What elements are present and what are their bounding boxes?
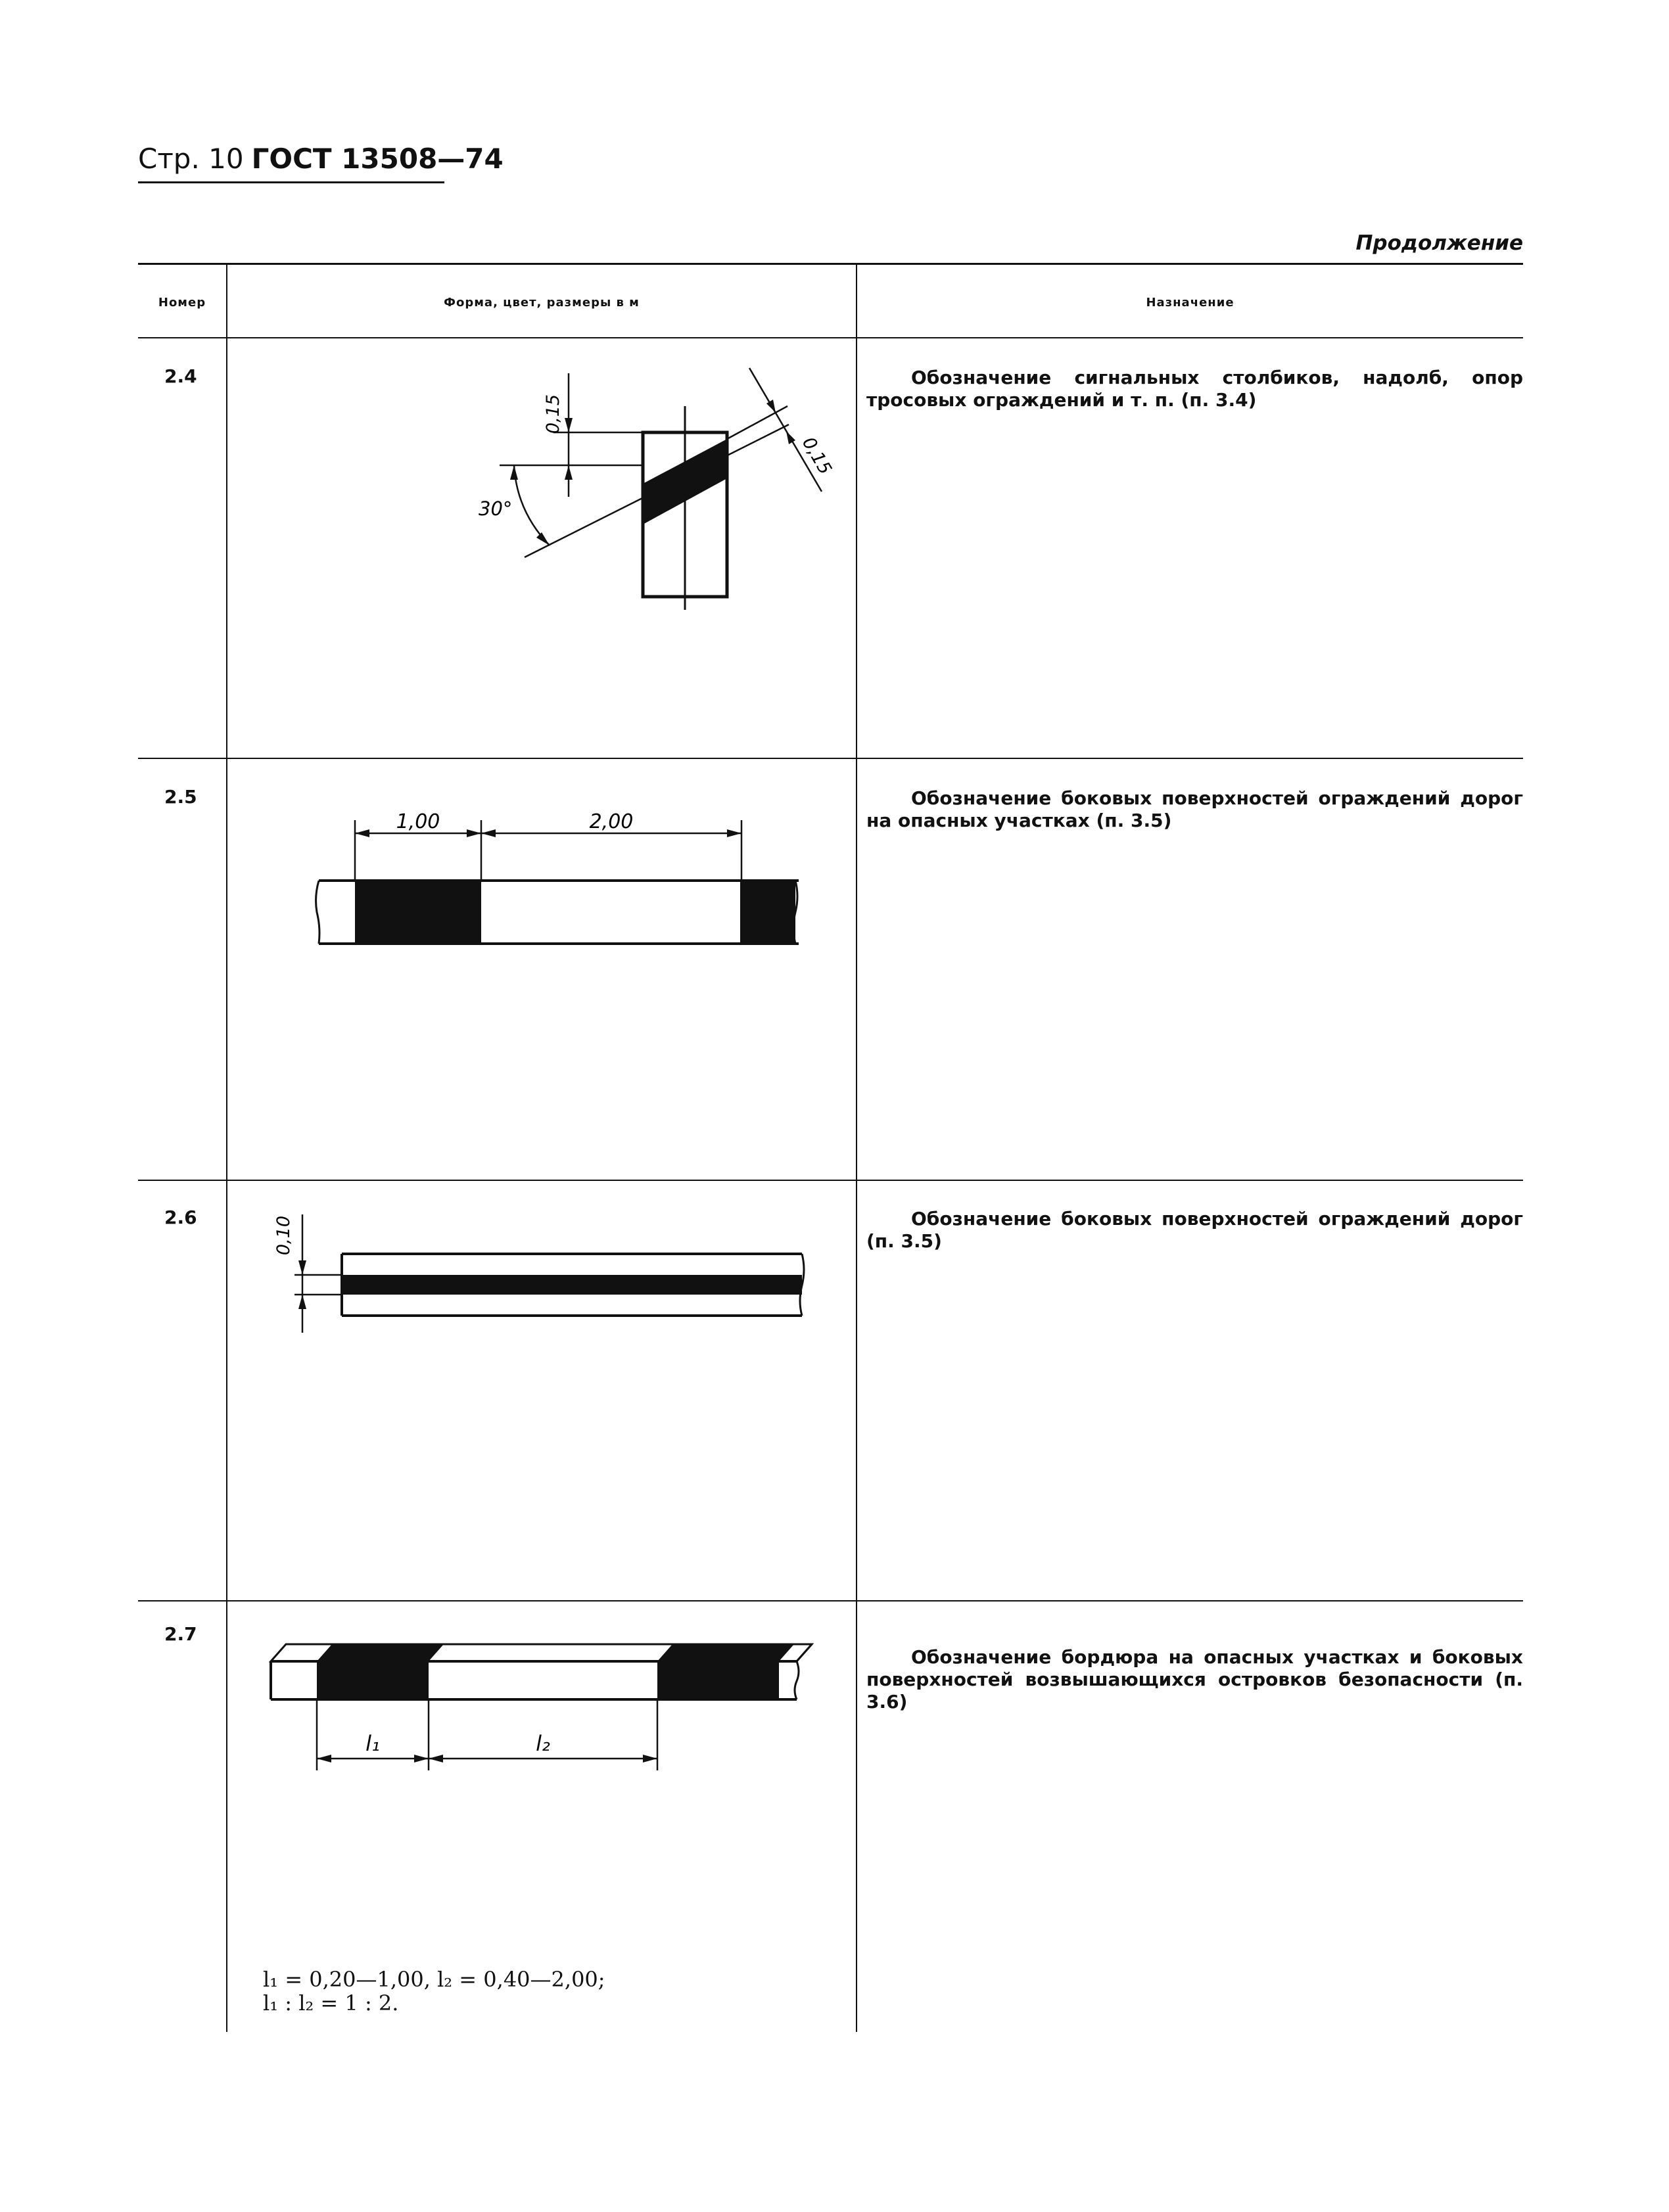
dim-arrow-b-left bbox=[414, 1755, 429, 1763]
drawing-2-4 bbox=[454, 360, 861, 623]
dim-arrow-a-right bbox=[355, 829, 369, 837]
drawing-2-7 bbox=[263, 1630, 815, 1787]
drawing-2-6 bbox=[270, 1208, 815, 1339]
dim-label-l1: l₁ bbox=[365, 1731, 380, 1756]
formula-line-2: l₁ : l₂ = 1 : 2. bbox=[263, 1991, 399, 2016]
dim-arrow-up bbox=[565, 465, 573, 480]
curb-break-right bbox=[795, 1661, 799, 1699]
dim-arrow-up bbox=[298, 1295, 306, 1309]
row-divider-2-5 bbox=[138, 758, 1523, 759]
formula-line-1: l₁ = 0,20—1,00, l₂ = 0,40—2,00; bbox=[263, 1967, 605, 1992]
dim-arrow-down bbox=[298, 1260, 306, 1275]
column-divider-1 bbox=[226, 263, 227, 2032]
stripe-extension-upper bbox=[727, 406, 787, 439]
dim-label-black: 1,00 bbox=[396, 810, 440, 833]
row-number-2-5: 2.5 bbox=[164, 786, 197, 808]
table-top-rule bbox=[138, 263, 1523, 265]
black-top-2 bbox=[657, 1644, 794, 1661]
row-formula-2-7 bbox=[263, 1968, 605, 2015]
row-purpose-2-7: Обозначение бордюра на опасных участках и боковых поверхностей возвышающихся островков безопасности (п. 3.6) bbox=[866, 1646, 1523, 1713]
continuation-label: Продолжение bbox=[1355, 231, 1523, 255]
dim-arrow-c-left bbox=[643, 1755, 657, 1763]
row-divider-2-6 bbox=[138, 1180, 1523, 1181]
header-rule bbox=[138, 181, 444, 183]
angle-arrow-bottom bbox=[536, 532, 550, 545]
angle-arc bbox=[514, 465, 550, 545]
black-stripe bbox=[342, 1275, 802, 1295]
black-top-1 bbox=[317, 1644, 444, 1661]
dim-label-stripe-height: 0,10 bbox=[273, 1215, 294, 1256]
row-number-2-6: 2.6 bbox=[164, 1207, 197, 1228]
dim-arrow-diag-1 bbox=[766, 400, 776, 413]
dim-label-white: 2,00 bbox=[589, 810, 634, 833]
page-number: Стр. 10 bbox=[138, 143, 244, 175]
row-number-2-4: 2.4 bbox=[164, 365, 197, 387]
angle-arrow-top bbox=[510, 465, 518, 480]
column-header-number: Номер bbox=[158, 296, 206, 310]
table-header-rule bbox=[138, 337, 1523, 338]
row-purpose-2-5: Обозначение боковых поверхностей ограждений дорог на опасных участках (п. 3.5) bbox=[866, 787, 1523, 831]
drawing-2-5 bbox=[309, 800, 822, 965]
black-front-2 bbox=[657, 1661, 779, 1699]
dim-label-stripe-top: 0,15 bbox=[543, 394, 563, 434]
dim-arrow-b-right bbox=[481, 829, 496, 837]
black-segment-1 bbox=[355, 881, 481, 944]
dim-label-angle: 30° bbox=[479, 497, 513, 520]
row-purpose-2-4: Обозначение сигнальных столбиков, надолб, опор тросовых ограждений и т. п. (п. 3.4) bbox=[866, 367, 1523, 411]
dim-arrow-b-left bbox=[467, 829, 481, 837]
row-divider-2-7 bbox=[138, 1600, 1523, 1601]
dim-arrow-b-right bbox=[429, 1755, 443, 1763]
stripe-extension-lower bbox=[525, 425, 789, 557]
black-front-1 bbox=[317, 1661, 429, 1699]
dim-label-l2: l₂ bbox=[536, 1731, 550, 1756]
dim-arrow-a-right bbox=[317, 1755, 331, 1763]
page-header bbox=[138, 141, 504, 177]
column-header-form: Форма, цвет, размеры в м bbox=[444, 296, 640, 310]
dim-arrow-down bbox=[565, 418, 573, 432]
black-segment-2 bbox=[741, 881, 795, 944]
row-number-2-7: 2.7 bbox=[164, 1623, 197, 1645]
barrier-break-left bbox=[316, 881, 319, 944]
row-purpose-2-6: Обозначение боковых поверхностей ограждений дорог (п. 3.5) bbox=[866, 1208, 1523, 1252]
dim-line-diagonal bbox=[749, 368, 822, 492]
dim-arrow-diag-2 bbox=[786, 431, 795, 444]
column-header-purpose: Назначение bbox=[1146, 296, 1234, 310]
dim-label-stripe-width: 0,15 bbox=[797, 433, 835, 478]
dim-arrow-c-left bbox=[727, 829, 741, 837]
document-code: ГОСТ 13508—74 bbox=[251, 143, 504, 175]
